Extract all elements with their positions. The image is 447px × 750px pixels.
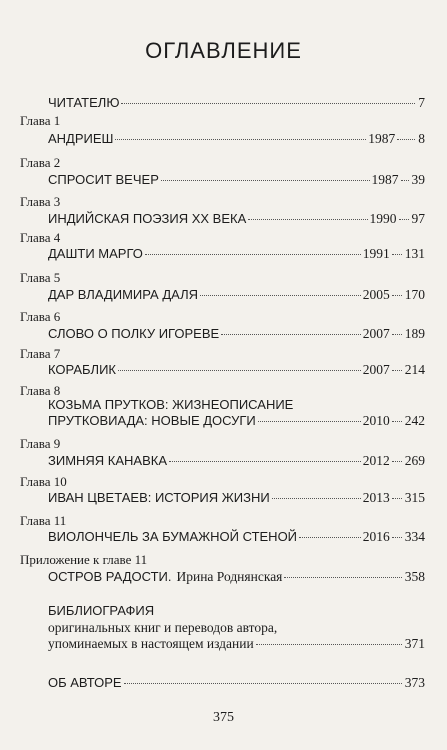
bibliography-subtitle-2: упоминаемых в настоящем издании bbox=[48, 636, 254, 651]
entry-title: ВИОЛОНЧЕЛЬ ЗА БУМАЖНОЙ СТЕНОЙ bbox=[48, 529, 298, 544]
dot-leader bbox=[392, 421, 402, 422]
toc-entry bbox=[48, 172, 425, 188]
dot-leader bbox=[284, 577, 401, 578]
dot-leader bbox=[248, 219, 367, 220]
entry-title: СЛОВО О ПОЛКУ ИГОРЕВЕ bbox=[48, 326, 220, 341]
entry-year: 2007 bbox=[362, 362, 390, 377]
entry-year: 2016 bbox=[362, 529, 390, 544]
dot-leader bbox=[392, 334, 402, 335]
bibliography-title: БИБЛИОГРАФИЯ bbox=[48, 603, 155, 618]
entry-year: 2007 bbox=[362, 326, 390, 341]
entry-year: 1987 bbox=[368, 131, 396, 146]
page-number: 375 bbox=[213, 710, 234, 725]
dot-leader bbox=[145, 254, 361, 255]
entry-title: ДАШТИ МАРГО bbox=[48, 246, 143, 261]
dot-leader bbox=[115, 139, 366, 140]
entry-title: ЧИТАТЕЛЮ bbox=[48, 95, 120, 110]
entry-title: КОРАБЛИК bbox=[48, 362, 116, 377]
toc-entry bbox=[48, 287, 425, 303]
toc-entry-about bbox=[48, 675, 425, 691]
entry-title-line1: КОЗЬМА ПРУТКОВ: ЖИЗНЕОПИСАНИЕ bbox=[48, 397, 294, 412]
toc-entry bbox=[48, 211, 425, 227]
entry-title: ЗИМНЯЯ КАНАВКА bbox=[48, 453, 168, 468]
appendix-label: Приложение к главе 11 bbox=[20, 552, 148, 567]
dot-leader bbox=[200, 295, 361, 296]
entry-page: 170 bbox=[404, 287, 425, 302]
chapter-label: Глава 9 bbox=[20, 436, 61, 451]
entry-title: ИНДИЙСКАЯ ПОЭЗИЯ XX ВЕКА bbox=[48, 211, 247, 226]
entry-page: 242 bbox=[404, 413, 425, 428]
toc-entry bbox=[48, 453, 425, 469]
entry-title: ПРУТКОВИАДА: НОВЫЕ ДОСУГИ bbox=[48, 413, 256, 428]
toc-entry-appendix bbox=[48, 569, 425, 585]
dot-leader bbox=[392, 254, 402, 255]
entry-page: 371 bbox=[404, 636, 425, 651]
entry-title: ОБ АВТОРЕ bbox=[48, 675, 122, 690]
entry-page: 214 bbox=[404, 362, 425, 377]
entry-title: ОСТРОВ РАДОСТИ. bbox=[48, 569, 172, 584]
dot-leader bbox=[392, 295, 402, 296]
dot-leader bbox=[401, 180, 409, 181]
entry-page: 269 bbox=[404, 453, 425, 468]
dot-leader bbox=[169, 461, 361, 462]
entry-title: АНДРИЕШ bbox=[48, 131, 114, 146]
chapter-label: Глава 5 bbox=[20, 270, 61, 285]
chapter-label: Глава 1 bbox=[20, 113, 61, 128]
toc-entry bbox=[48, 413, 425, 429]
entry-page: 131 bbox=[404, 246, 425, 261]
chapter-label: Глава 11 bbox=[20, 513, 67, 528]
entry-year: 2013 bbox=[362, 490, 390, 505]
toc-entry bbox=[48, 131, 425, 147]
entry-title: ИВАН ЦВЕТАЕВ: ИСТОРИЯ ЖИЗНИ bbox=[48, 490, 270, 505]
chapter-label: Глава 8 bbox=[20, 383, 61, 398]
dot-leader bbox=[221, 334, 361, 335]
entry-title: СПРОСИТ ВЕЧЕР bbox=[48, 172, 159, 187]
dot-leader bbox=[118, 370, 361, 371]
entry-year: 2010 bbox=[362, 413, 390, 428]
chapter-label: Глава 10 bbox=[20, 474, 67, 489]
entry-year: 1987 bbox=[371, 172, 399, 187]
entry-year: 1991 bbox=[362, 246, 390, 261]
dot-leader bbox=[272, 498, 361, 499]
bibliography-subtitle-1: оригинальных книг и переводов автора, bbox=[48, 620, 278, 635]
entry-page: 373 bbox=[404, 675, 425, 690]
dot-leader bbox=[392, 498, 402, 499]
chapter-label: Глава 4 bbox=[20, 230, 61, 245]
toc-entry bbox=[48, 246, 425, 262]
dot-leader bbox=[392, 461, 402, 462]
entry-page: 334 bbox=[404, 529, 425, 544]
dot-leader bbox=[161, 180, 370, 181]
chapter-label: Глава 3 bbox=[20, 194, 61, 209]
entry-page: 189 bbox=[404, 326, 425, 341]
entry-year: 2005 bbox=[362, 287, 390, 302]
dot-leader bbox=[397, 139, 415, 140]
entry-year: 1990 bbox=[369, 211, 397, 226]
chapter-label: Глава 2 bbox=[20, 155, 61, 170]
dot-leader bbox=[399, 219, 409, 220]
toc-entry bbox=[48, 326, 425, 342]
dot-leader bbox=[121, 103, 415, 104]
toc-entry bbox=[48, 362, 425, 378]
entry-title: ДАР ВЛАДИМИРА ДАЛЯ bbox=[48, 287, 199, 302]
entry-page: 7 bbox=[418, 95, 425, 110]
entry-author: Ирина Роднянская bbox=[176, 569, 283, 584]
chapter-label: Глава 6 bbox=[20, 309, 61, 324]
dot-leader bbox=[256, 644, 402, 645]
entry-page: 97 bbox=[411, 211, 425, 226]
entry-page: 358 bbox=[404, 569, 425, 584]
dot-leader bbox=[124, 683, 402, 684]
toc-entry bbox=[48, 490, 425, 506]
dot-leader bbox=[392, 537, 402, 538]
entry-page: 315 bbox=[404, 490, 425, 505]
entry-page: 8 bbox=[418, 131, 425, 146]
toc-entry-preface bbox=[48, 95, 425, 111]
dot-leader bbox=[258, 421, 361, 422]
page-title: ОГЛАВЛЕНИЕ bbox=[145, 38, 302, 63]
entry-year: 2012 bbox=[362, 453, 390, 468]
entry-page: 39 bbox=[411, 172, 425, 187]
toc-entry-bibliography bbox=[48, 636, 425, 652]
dot-leader bbox=[392, 370, 402, 371]
chapter-label: Глава 7 bbox=[20, 346, 61, 361]
toc-entry bbox=[48, 529, 425, 545]
dot-leader bbox=[299, 537, 361, 538]
